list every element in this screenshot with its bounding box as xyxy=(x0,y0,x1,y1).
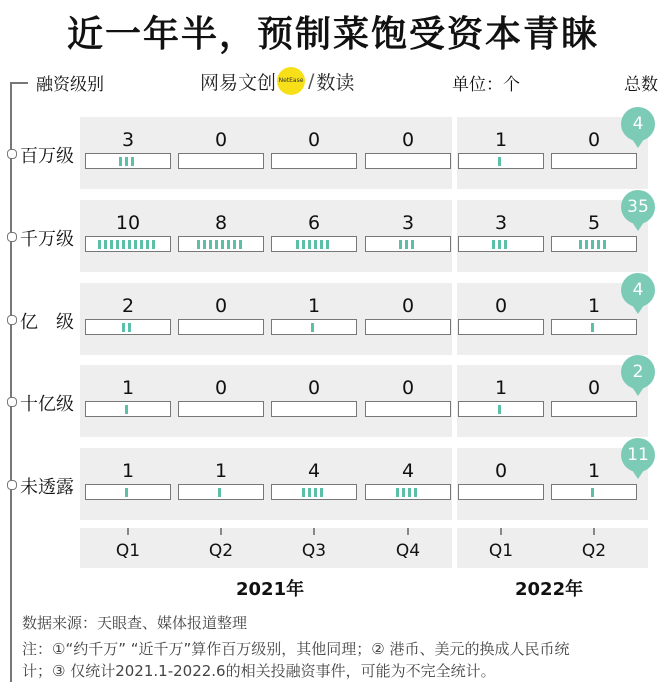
total-header: 总数 xyxy=(624,75,658,95)
count-tick xyxy=(492,240,495,249)
data-label: 0 xyxy=(494,460,508,482)
cell-bar xyxy=(458,236,544,252)
cell-bar xyxy=(365,153,451,169)
count-tick xyxy=(411,240,414,249)
cell-bar xyxy=(178,484,264,500)
count-tick xyxy=(302,240,305,249)
count-tick xyxy=(308,488,311,497)
cell-bar xyxy=(178,319,264,335)
cell-bar xyxy=(365,401,451,417)
data-label: 3 xyxy=(401,212,415,234)
cell-bar xyxy=(551,401,637,417)
count-tick xyxy=(603,240,606,249)
count-tick xyxy=(209,240,212,249)
data-label: 0 xyxy=(307,129,321,151)
count-tick xyxy=(128,323,131,332)
unit-label: 单位：个 xyxy=(452,75,520,95)
count-tick xyxy=(146,240,149,249)
count-tick xyxy=(591,240,594,249)
cell-bar xyxy=(458,319,544,335)
cell-bar xyxy=(365,319,451,335)
cell-bar xyxy=(178,401,264,417)
year-gap xyxy=(452,117,457,189)
left-axis-cap xyxy=(10,82,28,84)
count-tick xyxy=(221,240,224,249)
quarter-tick xyxy=(407,528,409,535)
total-badge: 4 xyxy=(621,273,655,307)
count-tick xyxy=(122,240,125,249)
quarter-label: Q2 xyxy=(208,541,234,561)
quarter-label: Q1 xyxy=(488,541,514,561)
count-tick xyxy=(591,488,594,497)
year-gap xyxy=(452,448,457,520)
left-axis-line xyxy=(10,82,12,682)
count-tick xyxy=(585,240,588,249)
year-label-2022: 2022年 xyxy=(515,579,584,600)
year-gap xyxy=(452,365,457,437)
quarter-label: Q3 xyxy=(301,541,327,561)
count-tick xyxy=(227,240,230,249)
cell-bar xyxy=(271,484,357,500)
count-tick xyxy=(308,240,311,249)
cell-bar xyxy=(85,401,171,417)
data-label: 8 xyxy=(214,212,228,234)
data-label: 3 xyxy=(494,212,508,234)
row-marker xyxy=(7,232,17,242)
quarter-label: Q2 xyxy=(581,541,607,561)
count-tick xyxy=(498,240,501,249)
cell-bar xyxy=(271,236,357,252)
count-tick xyxy=(203,240,206,249)
row-marker xyxy=(7,149,17,159)
count-tick xyxy=(396,488,399,497)
data-label: 4 xyxy=(401,460,415,482)
data-label: 1 xyxy=(121,460,135,482)
count-tick xyxy=(408,488,411,497)
count-tick xyxy=(320,240,323,249)
count-tick xyxy=(122,323,125,332)
count-tick xyxy=(125,157,128,166)
count-tick xyxy=(125,405,128,414)
logo-text-netease: 网易文创 xyxy=(200,71,277,94)
count-tick xyxy=(215,240,218,249)
data-label: 1 xyxy=(494,377,508,399)
count-tick xyxy=(131,157,134,166)
count-tick xyxy=(498,157,501,166)
cell-bar xyxy=(458,153,544,169)
year-gap xyxy=(452,283,457,355)
cell-bar xyxy=(458,401,544,417)
count-tick xyxy=(579,240,582,249)
brand-logo xyxy=(200,66,354,96)
count-tick xyxy=(414,488,417,497)
quarter-label: Q1 xyxy=(115,541,141,561)
count-tick xyxy=(504,240,507,249)
count-tick xyxy=(314,240,317,249)
count-tick xyxy=(98,240,101,249)
quarter-tick xyxy=(593,528,595,535)
data-label: 0 xyxy=(494,295,508,317)
cell-bar xyxy=(85,236,171,252)
cell-bar xyxy=(365,484,451,500)
source-note: 数据来源：天眼查、媒体报道整理 xyxy=(22,614,248,632)
data-label: 0 xyxy=(401,295,415,317)
quarter-label: Q4 xyxy=(395,541,421,561)
count-tick xyxy=(402,488,405,497)
page-title: 近一年半，预制菜饱受资本青睐 xyxy=(66,14,599,55)
count-tick xyxy=(498,405,501,414)
data-label: 0 xyxy=(214,129,228,151)
data-label: 1 xyxy=(121,377,135,399)
cell-bar xyxy=(271,401,357,417)
data-label: 6 xyxy=(307,212,321,234)
data-label: 5 xyxy=(587,212,601,234)
data-label: 3 xyxy=(121,129,135,151)
total-badge-pointer xyxy=(632,470,644,479)
cell-bar xyxy=(85,319,171,335)
total-badge-pointer xyxy=(632,387,644,396)
count-tick xyxy=(233,240,236,249)
logo-dot: NetEase xyxy=(277,67,305,95)
total-badge: 11 xyxy=(621,438,655,472)
data-label: 0 xyxy=(401,129,415,151)
count-tick xyxy=(296,240,299,249)
logo-text-shudu: 数读 xyxy=(316,71,355,94)
row-label: 十亿级 xyxy=(20,394,74,415)
footnote-line-1: 注：①“约千万” “近千万”算作百万级别，其他同理；② 港币、美元的换成人民币统 xyxy=(22,640,570,658)
count-tick xyxy=(320,488,323,497)
row-label: 亿 级 xyxy=(20,312,74,333)
cell-bar xyxy=(271,153,357,169)
data-label: 2 xyxy=(121,295,135,317)
data-label: 1 xyxy=(307,295,321,317)
count-tick xyxy=(125,488,128,497)
count-tick xyxy=(597,240,600,249)
count-tick xyxy=(311,323,314,332)
row-label: 千万级 xyxy=(20,229,74,250)
count-tick xyxy=(128,240,131,249)
row-label: 百万级 xyxy=(20,146,74,167)
count-tick xyxy=(116,240,119,249)
row-marker xyxy=(7,315,17,325)
count-tick xyxy=(314,488,317,497)
cell-bar xyxy=(85,153,171,169)
count-tick xyxy=(405,240,408,249)
quarter-tick xyxy=(313,528,315,535)
count-tick xyxy=(134,240,137,249)
count-tick xyxy=(197,240,200,249)
data-label: 0 xyxy=(214,377,228,399)
data-label: 4 xyxy=(307,460,321,482)
count-tick xyxy=(591,323,594,332)
data-label: 1 xyxy=(587,460,601,482)
logo-separator: / xyxy=(308,70,315,92)
row-marker xyxy=(7,480,17,490)
row-marker xyxy=(7,397,17,407)
cell-bar xyxy=(551,484,637,500)
cell-bar xyxy=(178,236,264,252)
count-tick xyxy=(110,240,113,249)
total-badge-pointer xyxy=(632,222,644,231)
level-header: 融资级别 xyxy=(36,75,104,95)
cell-bar xyxy=(551,319,637,335)
data-label: 0 xyxy=(587,377,601,399)
cell-bar xyxy=(551,236,637,252)
quarter-tick xyxy=(127,528,129,535)
count-tick xyxy=(119,157,122,166)
data-label: 1 xyxy=(214,460,228,482)
cell-bar xyxy=(85,484,171,500)
data-label: 10 xyxy=(115,212,141,234)
footnote-line-2: 计；③ 仅统计2021.1-2022.6的相关投融资事件，可能为不完全统计。 xyxy=(22,662,496,680)
data-label: 0 xyxy=(307,377,321,399)
row-label: 未透露 xyxy=(20,477,74,498)
count-tick xyxy=(104,240,107,249)
total-badge-pointer xyxy=(632,305,644,314)
cell-bar xyxy=(551,153,637,169)
data-label: 0 xyxy=(587,129,601,151)
count-tick xyxy=(152,240,155,249)
total-badge-pointer xyxy=(632,139,644,148)
data-label: 0 xyxy=(214,295,228,317)
total-badge: 35 xyxy=(621,190,655,224)
quarter-tick xyxy=(500,528,502,535)
count-tick xyxy=(399,240,402,249)
year-gap xyxy=(452,200,457,272)
cell-bar xyxy=(365,236,451,252)
year-label-2021: 2021年 xyxy=(236,579,305,600)
count-tick xyxy=(302,488,305,497)
data-label: 1 xyxy=(587,295,601,317)
count-tick xyxy=(218,488,221,497)
count-tick xyxy=(326,240,329,249)
data-label: 1 xyxy=(494,129,508,151)
total-badge: 2 xyxy=(621,355,655,389)
total-badge: 4 xyxy=(621,107,655,141)
cell-bar xyxy=(458,484,544,500)
quarter-tick xyxy=(220,528,222,535)
data-label: 0 xyxy=(401,377,415,399)
cell-bar xyxy=(271,319,357,335)
count-tick xyxy=(239,240,242,249)
cell-bar xyxy=(178,153,264,169)
count-tick xyxy=(140,240,143,249)
